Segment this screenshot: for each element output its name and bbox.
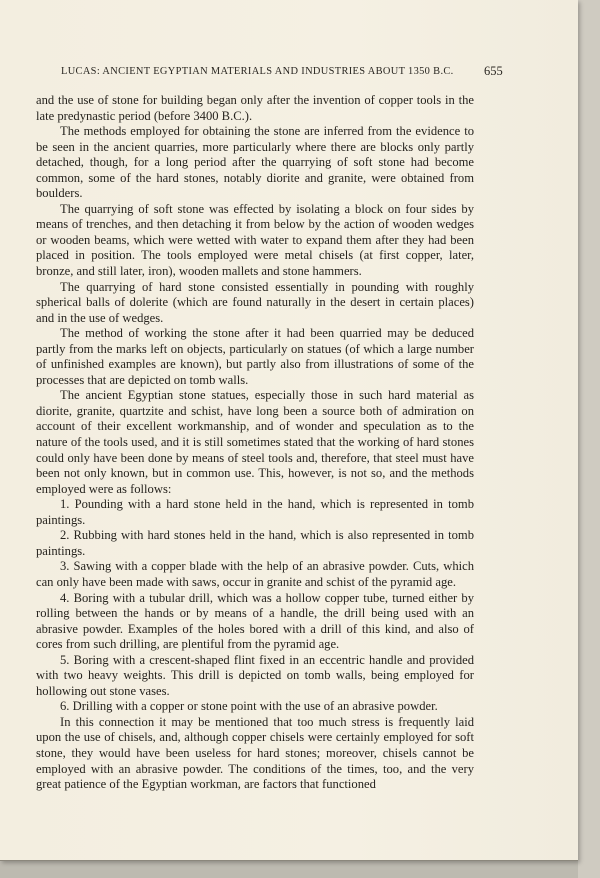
paragraph-soft-stone-quarrying: The quarrying of soft stone was effected by isolating a block on four sides by means of trenches, and then detaching it from below by the action of wooden wedges or wooden beams, which were wetted with water to expand them after they had been placed in position. The tools employed were metal chisels (at first copper, later, bronze, and still later, iron), wooden mallets and stone hammers. bbox=[36, 201, 474, 279]
list-item-rubbing: 2. Rubbing with hard stones held in the hand, which is also represented in tomb paintings. bbox=[36, 528, 474, 558]
page-number: 655 bbox=[484, 64, 503, 78]
running-head: LUCAS: ANCIENT EGYPTIAN MATERIALS AND INDUSTRIES ABOUT 1350 B.C. bbox=[61, 66, 454, 77]
paragraph-hard-stone-quarrying: The quarrying of hard stone consisted essentially in pounding with roughly spherical balls of dolerite (which are found naturally in the desert in certain places) and in the use of wedges. bbox=[36, 279, 474, 325]
paragraph-stone-statues: The ancient Egyptian stone statues, especially those in such hard material as diorite, granite, quartzite and schist, have long been a source both of admiration on account of their excellent workmanship, and of wonder and speculation as to the nature of the tools used, and it is still sometimes stated that the working of hard stones could only have been done by means of steel tools and, therefore, that steel must have been not only known, but in common use. This, however, is not so, and the methods employed were as follows: bbox=[36, 388, 474, 496]
paragraph-quarry-methods: The methods employed for obtaining the stone are inferred from the evidence to be seen in the ancient quarries, more particularly where there are blocks only partly detached, though, for a long period after the quarrying of soft stone had become common, some of the hard stones, notably diorite and granite, were obtained from boulders. bbox=[36, 124, 474, 201]
body-text bbox=[36, 93, 474, 793]
paragraph-continuation: and the use of stone for building began only after the invention of copper tools in the late predynastic period (before 3400 B.C.). bbox=[36, 93, 474, 123]
list-item-crescent-drill: 5. Boring with a crescent-shaped flint fixed in an eccentric handle and provided with two heavy weights. This drill is depicted on tomb walls, being employed for hollowing out stone vases. bbox=[36, 652, 474, 698]
list-item-pounding: 1. Pounding with a hard stone held in the hand, which is represented in tomb paintings. bbox=[36, 497, 474, 527]
paragraph-chisels: In this connection it may be mentioned that too much stress is frequently laid upon the use of chisels, and, although copper chisels were certainly employed for soft stone, they would have been useless for hard stones; moreover, chisels cannot be employed with an abrasive powder. The conditions of the times, too, and the very great patience of the Egyptian workman, are factors that functioned bbox=[36, 714, 474, 792]
list-item-point-drilling: 6. Drilling with a copper or stone point with the use of an abrasive powder. bbox=[60, 699, 438, 714]
list-item-tubular-drill: 4. Boring with a tubular drill, which was a hollow copper tube, turned either by rolling between the hands or by means of a handle, the drill being used with an abrasive powder. Examples of the holes bored with a drill of this kind, and also of cores from such drilling, are plentiful from the pyramid age. bbox=[36, 590, 474, 652]
scan-background-edge bbox=[578, 0, 600, 878]
list-item-sawing: 3. Sawing with a copper blade with the help of an abrasive powder. Cuts, which can only have been made with saws, occur in granite and schist of the pyramid age. bbox=[36, 559, 474, 589]
paragraph-working-method: The method of working the stone after it had been quarried may be deduced partly from the marks left on objects, particularly on statues (of which a large number of unfinished examples are known), but partly also from illustrations of some of the processes that are depicted on tomb walls. bbox=[36, 326, 474, 387]
